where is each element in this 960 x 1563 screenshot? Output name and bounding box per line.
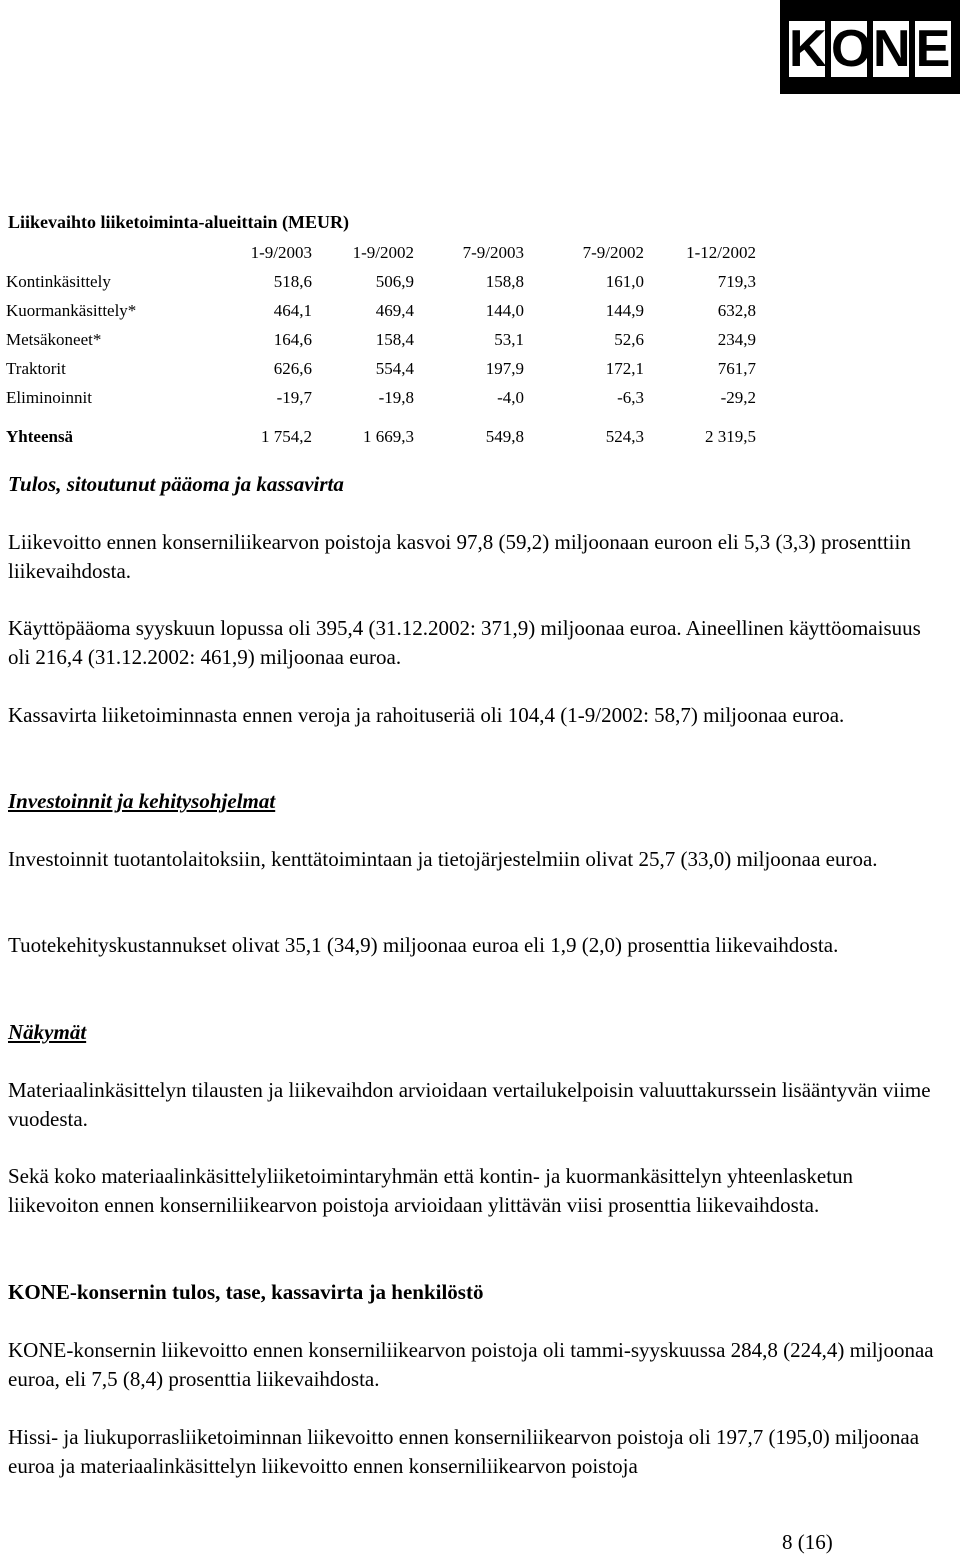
table-cell: -6,3: [617, 387, 644, 407]
paragraph: Materiaalinkäsittelyn tilausten ja liikevaihdon arvioidaan vertailukelpoisin valuuttakurssein lisääntyvän viime vuodesta.: [8, 1078, 931, 1131]
column-header: 7-9/2003: [462, 242, 524, 262]
table-cell: 524,3: [605, 427, 644, 446]
paragraph: Investoinnit tuotantolaitoksiin, kenttätoimintaan ja tietojärjestelmiin olivat 25,7 (33,0) miljoonaa euroa.: [8, 847, 878, 871]
table-cell: 234,9: [717, 329, 756, 349]
table-cell: -19,7: [276, 387, 312, 407]
paragraph: Tuotekehityskustannukset olivat 35,1 (34,9) miljoonaa euroa eli 1,9 (2,0) prosenttia liikevaihdosta.: [8, 933, 839, 957]
paragraph: Sekä koko materiaalinkäsittelyliiketoimintaryhmän että kontin- ja kuormankäsittelyn yhteenlasketun liikevoiton ennen konserniliikearvon poistoja arvioidaan ylittävän viisi prosenttia liikevaihdosta.: [8, 1164, 854, 1217]
section-heading-tulos: Tulos, sitoutunut pääoma ja kassavirta: [8, 472, 344, 496]
section-heading-nakymat: Näkymät: [8, 1020, 87, 1044]
column-header: 1-12/2002: [686, 242, 756, 262]
paragraph: Käyttöpääoma syyskuun lopussa oli 395,4 (31.12.2002: 371,9) miljoonaa euroa. Aineellinen käyttöomaisuus oli 216,4 (31.12.2002: 461,9) miljoonaa euroa.: [8, 616, 921, 669]
row-label: Kontinkäsittely: [6, 271, 111, 291]
logo-letter-e: E: [915, 20, 951, 78]
table-cell: 2 319,5: [705, 427, 756, 446]
revenue-table: [6, 238, 756, 447]
page-number: 8 (16): [782, 1530, 833, 1554]
table-cell: 719,3: [717, 271, 756, 291]
table-cell: 144,9: [605, 300, 644, 320]
table-cell: 52,6: [614, 329, 644, 349]
table-cell: 158,8: [485, 271, 524, 291]
table-cell: 506,9: [375, 271, 414, 291]
row-label: Kuormankäsittely*: [6, 300, 137, 320]
row-label: Yhteensä: [6, 427, 74, 446]
row-label: Eliminoinnit: [6, 387, 92, 407]
table-cell: -19,8: [378, 387, 414, 407]
section-heading-investoinnit: Investoinnit ja kehitysohjelmat: [8, 789, 276, 813]
revenue-table-title: Liikevaihto liiketoiminta-alueittain (MEUR): [8, 212, 349, 232]
section-heading-kone: KONE-konsernin tulos, tase, kassavirta ja henkilöstö: [8, 1280, 484, 1304]
column-header: 1-9/2002: [352, 242, 414, 262]
column-header: 1-9/2003: [250, 242, 312, 262]
table-cell: 53,1: [494, 329, 524, 349]
table-row: [6, 325, 756, 354]
paragraph: Kassavirta liiketoiminnasta ennen veroja ja rahoituseriä oli 104,4 (1-9/2002: 58,7) miljoonaa euroa.: [8, 703, 845, 727]
logo-letter-n: N: [873, 20, 911, 78]
table-cell: 172,1: [605, 358, 644, 378]
logo-letter-o: O: [831, 20, 872, 78]
table-cell: 161,0: [605, 271, 644, 291]
paragraph: KONE-konsernin liikevoitto ennen konserniliikearvon poistoja oli tammi-syyskuussa 284,8 (224,4) miljoonaa euroa, eli 7,5 (8,4) prosenttia liikevaihdosta.: [8, 1338, 934, 1391]
table-cell: 164,6: [273, 329, 312, 349]
kone-logo: [780, 0, 960, 94]
table-row: [6, 296, 756, 325]
table-cell: 632,8: [717, 300, 756, 320]
table-cell: 1 754,2: [261, 427, 312, 446]
table-cell: 626,6: [273, 358, 312, 378]
table-cell: 464,1: [273, 300, 312, 320]
table-cell: 549,8: [485, 427, 524, 446]
column-header: 7-9/2002: [582, 242, 644, 262]
table-cell: 554,4: [375, 358, 414, 378]
table-total-row: [6, 412, 756, 447]
table-row: [6, 354, 756, 383]
row-label: Traktorit: [6, 358, 66, 378]
table-row: [6, 383, 756, 412]
table-cell: 158,4: [375, 329, 414, 349]
table-cell: 144,0: [485, 300, 524, 320]
paragraph: Hissi- ja liukuporrasliiketoiminnan liikevoitto ennen konserniliikearvon poistoja oli 197,7 (195,0) miljoonaa euroa ja materiaalinkäsittelyn liikevoitto ennen konserniliikearvon poistoja: [8, 1425, 920, 1478]
table-cell: -4,0: [497, 387, 524, 407]
logo-letter-k: K: [789, 20, 827, 78]
table-cell: 469,4: [375, 300, 414, 320]
table-header-row: [6, 238, 756, 267]
table-cell: 1 669,3: [363, 427, 414, 446]
table-cell: -29,2: [720, 387, 756, 407]
table-row: [6, 267, 756, 296]
paragraph: Liikevoitto ennen konserniliikearvon poistoja kasvoi 97,8 (59,2) miljoonaan euroon eli 5,3 (3,3) prosenttiin liikevaihdosta.: [8, 530, 911, 583]
table-cell: 518,6: [273, 271, 312, 291]
table-cell: 761,7: [717, 358, 756, 378]
table-cell: 197,9: [485, 358, 524, 378]
row-label: Metsäkoneet*: [6, 329, 102, 349]
